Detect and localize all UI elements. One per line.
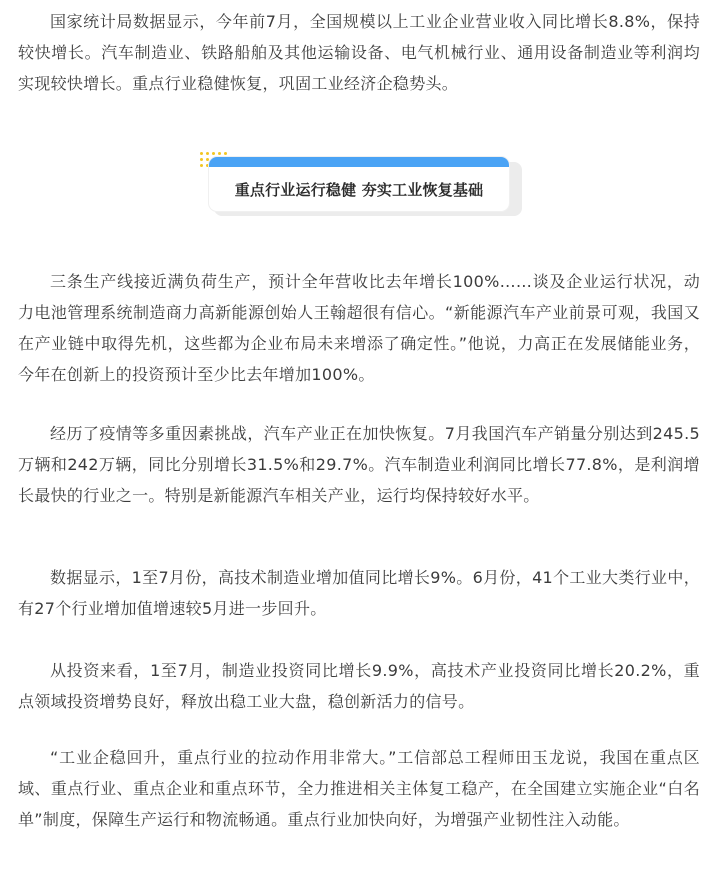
article-paragraph-3: 经历了疫情等多重因素挑战，汽车产业正在加快恢复。7月我国汽车产销量分别达到245.5万辆和242万辆，同比分别增长31.5%和29.7%。汽车制造业利润同比增长77.8%，是利润增长最快的行业之一。特别是新能源汽车相关产业，运行均保持较好水平。 <box>18 424 700 505</box>
heading-accent-bar <box>209 157 509 167</box>
heading-box <box>209 157 509 211</box>
article-paragraph-1: 国家统计局数据显示，今年前7月，全国规模以上工业企业营业收入同比增长8.8%，保持较快增长。汽车制造业、铁路船舶及其他运输设备、电气机械行业、通用设备制造业等利润均实现较快增长。重点行业稳健恢复，巩固工业经济企稳势头。 <box>18 12 700 93</box>
article-paragraph-2: 三条生产线接近满负荷生产，预计全年营收比去年增长100%……谈及企业运行状况，动力电池管理系统制造商力高新能源创始人王翰超很有信心。“新能源汽车产业前景可观，我国又在产业链中取得先机，这些都为企业布局未来增添了确定性。”他说，力高正在发展储能业务，今年在创新上的投资预计至少比去年增加100%。 <box>18 272 700 384</box>
article-paragraph-6: “工业企稳回升，重点行业的拉动作用非常大。”工信部总工程师田玉龙说，我国在重点区域、重点行业、重点企业和重点环节，全力推进相关主体复工稳产，在全国建立实施企业“白名单”制度，保障生产运行和物流畅通。重点行业加快向好，为增强产业韧性注入动能。 <box>18 748 700 829</box>
article-paragraph-4: 数据显示，1至7月份，高技术制造业增加值同比增长9%。6月份，41个工业大类行业中，有27个行业增加值增速较5月进一步回升。 <box>18 568 700 618</box>
article-paragraph-5: 从投资来看，1至7月，制造业投资同比增长9.9%，高技术产业投资同比增长20.2%，重点领域投资增势良好，释放出稳工业大盘，稳创新活力的信号。 <box>18 661 700 711</box>
section-heading-card <box>200 150 522 220</box>
section-heading: 重点行业运行稳健 夯实工业恢复基础 <box>234 181 484 199</box>
